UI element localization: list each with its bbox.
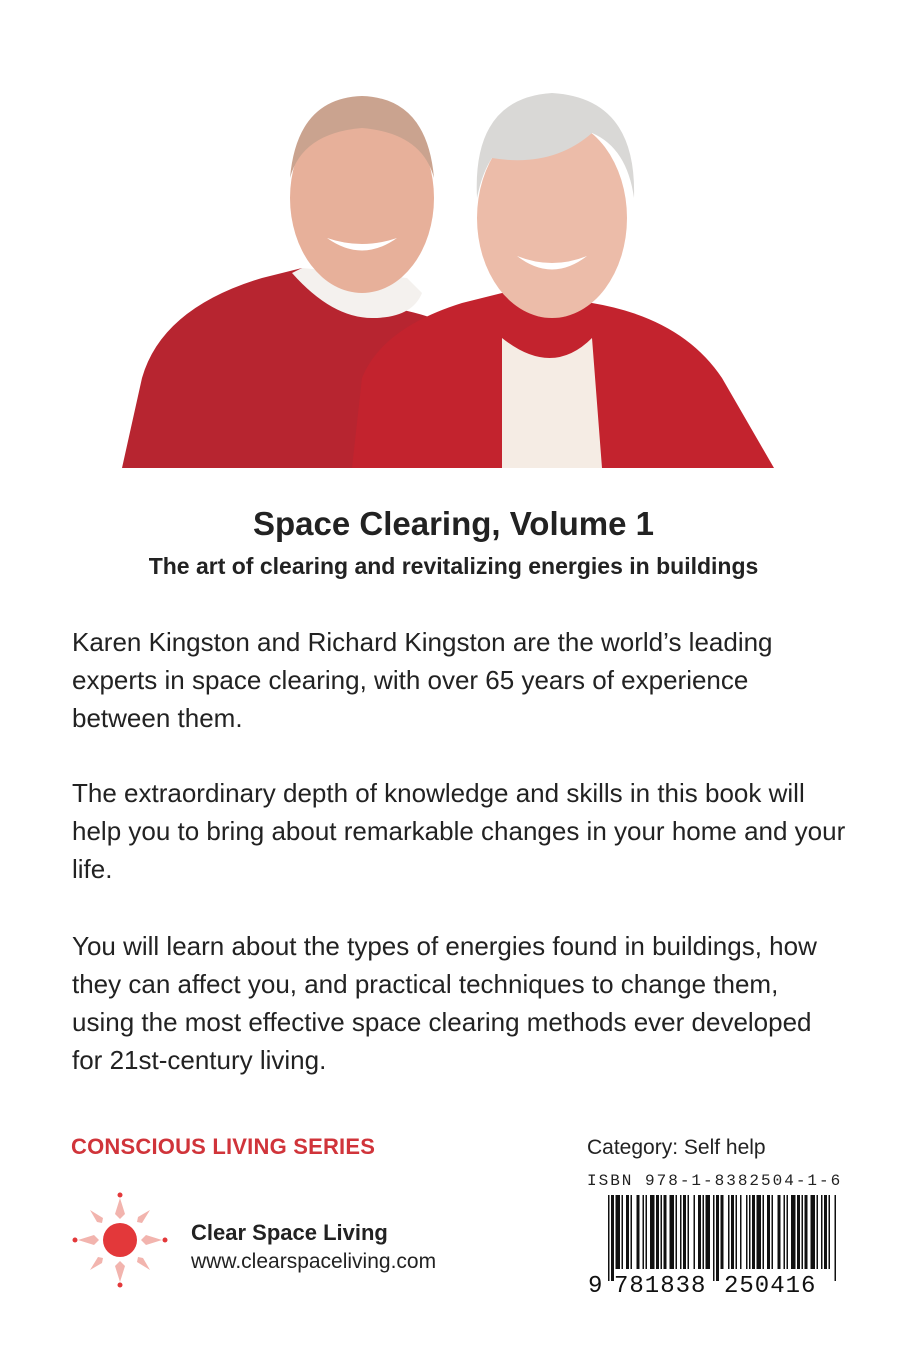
description-paragraph: The extraordinary depth of knowledge and skills in this book will help you to bring about remarkable changes in your home and your life. (72, 778, 846, 884)
publisher-url[interactable]: www.clearspaceliving.com (191, 1250, 437, 1273)
book-title: Space Clearing, Volume 1 (252, 505, 655, 542)
barcode-bar (736, 1195, 738, 1269)
category-label: Category: Self help (587, 1136, 766, 1159)
isbn-label: ISBN 978-1-8382504-1-6 (587, 1172, 843, 1190)
barcode-bar (611, 1195, 614, 1281)
barcode-bar (670, 1195, 675, 1269)
barcode-bar (656, 1195, 659, 1269)
barcode-bar (829, 1195, 831, 1269)
barcode-bar (805, 1195, 808, 1269)
barcode-bar (713, 1195, 715, 1281)
authors-photo (122, 78, 774, 468)
barcode-bar (746, 1195, 748, 1269)
barcode-bar (643, 1195, 645, 1269)
barcode-bar (784, 1195, 786, 1269)
barcode-bar (835, 1195, 837, 1281)
barcode-bar (650, 1195, 655, 1269)
barcode-bar (703, 1195, 705, 1269)
barcode-bar (752, 1195, 755, 1269)
barcode-bar (646, 1195, 648, 1269)
barcode-bar (626, 1195, 629, 1269)
isbn-barcode (584, 1195, 842, 1295)
barcode-bar (824, 1195, 827, 1269)
sun-logo-icon (72, 1192, 168, 1288)
barcode-bar (731, 1195, 734, 1269)
barcode-bar (811, 1195, 816, 1269)
publisher-name: Clear Space Living (191, 1220, 388, 1245)
barcode-digit-lead: 9 (588, 1273, 603, 1295)
barcode-bar (767, 1195, 770, 1269)
description-paragraph: You will learn about the types of energies found in buildings, how they can affect you, and practical techniques to change them, using the most effective space clearing methods ever developed for 21st-century living. (72, 931, 817, 1075)
barcode-bar (622, 1195, 624, 1269)
barcode-bar (694, 1195, 696, 1269)
barcode-bar (664, 1195, 667, 1269)
barcode-bar (763, 1195, 765, 1269)
series-label: CONSCIOUS LIVING SERIES (71, 1134, 376, 1159)
barcode-bar (676, 1195, 678, 1269)
barcode-bar (740, 1195, 742, 1269)
barcode-bar (802, 1195, 804, 1269)
barcode-bar (680, 1195, 682, 1269)
barcode-bar (757, 1195, 762, 1269)
barcode-bar (631, 1195, 633, 1269)
barcode-bar (772, 1195, 774, 1269)
barcode-digit-group-right: 250416 (724, 1273, 817, 1295)
barcode-bar (716, 1195, 719, 1281)
barcode-bar (728, 1195, 730, 1269)
barcode-bar (608, 1195, 610, 1281)
barcode-bar (698, 1195, 701, 1269)
barcode-bar (791, 1195, 796, 1269)
barcode-bar (721, 1195, 724, 1269)
barcode-bar (787, 1195, 789, 1269)
barcode-bar (706, 1195, 711, 1269)
barcode-bar (637, 1195, 640, 1269)
book-subtitle: The art of clearing and revitalizing energies in buildings (148, 553, 759, 579)
barcode-bar (821, 1195, 823, 1269)
barcode-digit-group-left: 781838 (614, 1273, 707, 1295)
barcode-bar (661, 1195, 663, 1269)
barcode-bar (688, 1195, 690, 1269)
barcode-bar (778, 1195, 781, 1269)
description-paragraph: Karen Kingston and Richard Kingston are the world’s leading experts in space clearing, with over 65 years of experience between them. (72, 627, 773, 733)
barcode-bar (683, 1195, 686, 1269)
barcode-bar (817, 1195, 819, 1269)
barcode-bar (749, 1195, 751, 1269)
barcode-bar (797, 1195, 800, 1269)
barcode-bar (616, 1195, 621, 1269)
